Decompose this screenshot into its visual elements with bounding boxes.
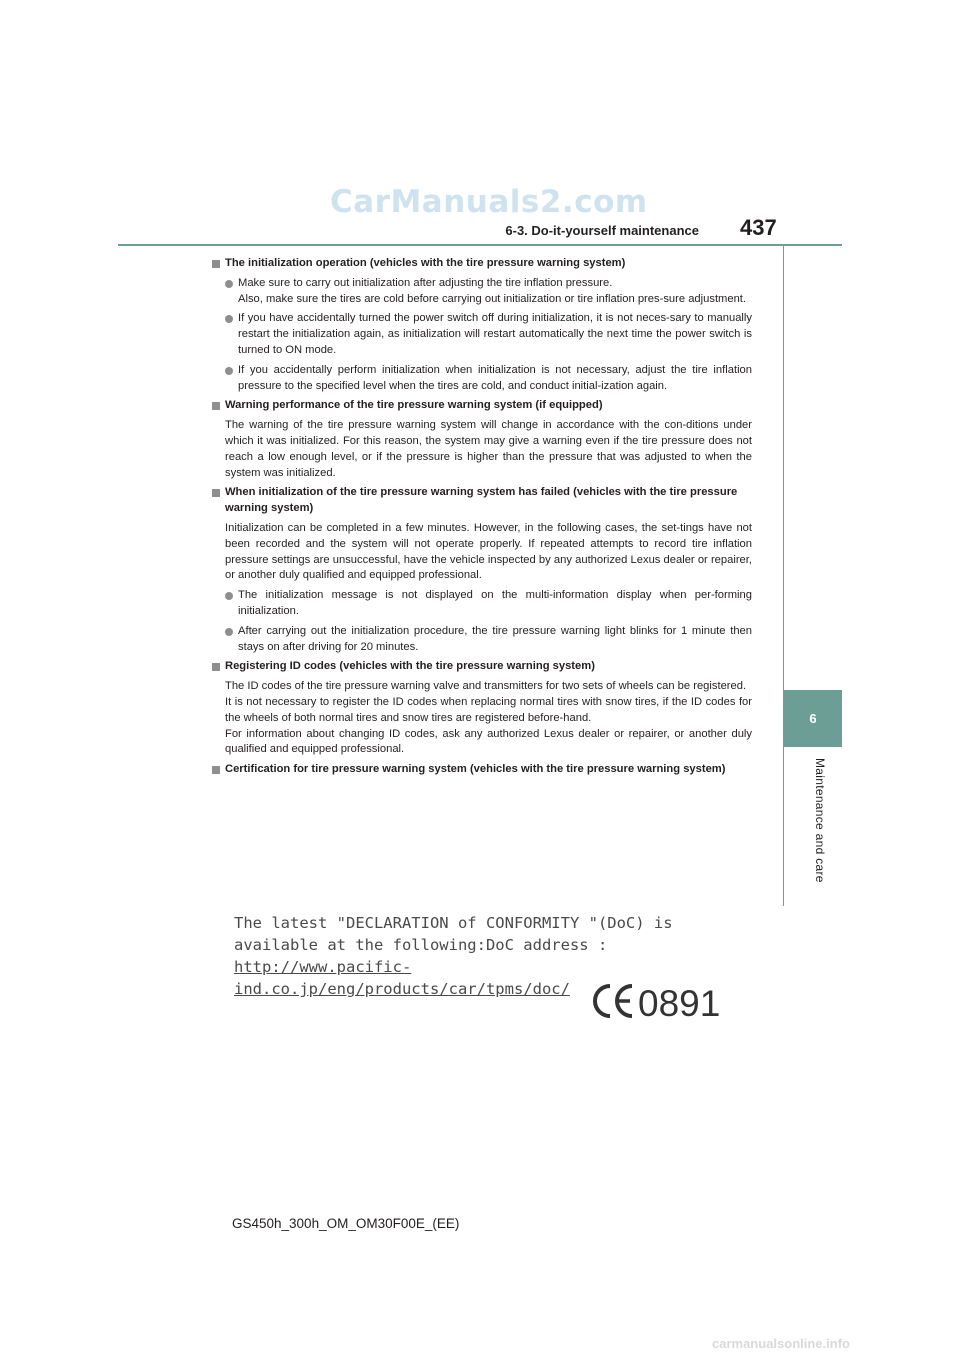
paragraph-line: It is not necessary to register the ID codes when replacing normal tires with snow tires, if the ID codes for the wheels of both normal tires and snow tires are registered before-hand. [225, 695, 752, 724]
list-item [225, 624, 752, 656]
side-divider [783, 246, 784, 906]
list-item-text: If you have accidentally turned the power switch off during initialization, it is not neces-sary to manually restart the initialization again, as initialization will restart automatically the next time the power switch is turned to ON mode. [238, 312, 752, 356]
list-item [225, 311, 752, 358]
list-item [225, 363, 752, 395]
ce-number: 0891 [638, 983, 721, 1022]
round-bullet-icon [225, 628, 233, 636]
paragraph [225, 679, 752, 758]
square-bullet-icon [212, 663, 220, 671]
section-heading-text: Registering ID codes (vehicles with the tire pressure warning system) [225, 660, 595, 673]
chapter-tab [784, 690, 842, 747]
section-heading-text: When initialization of the tire pressure warning system has failed (vehicles with the tire pressure warning system) [225, 486, 738, 515]
paragraph-line: The ID codes of the tire pressure warning valve and transmitters for two sets of wheels can be registered. [225, 680, 747, 693]
round-bullet-icon [225, 592, 233, 600]
header-section-title: 6-3. Do-it-yourself maintenance [505, 223, 699, 238]
watermark-site-bottom: carmanualsonline.info [712, 1336, 850, 1351]
declaration-line-1: The latest "DECLARATION of CONFORMITY "(DoC) is [234, 914, 673, 932]
header-rule [118, 244, 842, 246]
list-item-text: Also, make sure the tires are cold before carrying out initialization or tire inflation pres-sure adjustment. [238, 292, 747, 305]
ce-mark-icon [588, 980, 728, 1022]
section-heading [211, 762, 752, 778]
section-heading-text: Warning performance of the tire pressure warning system (if equipped) [225, 399, 603, 412]
list-item-text: After carrying out the initialization procedure, the tire pressure warning light blinks for 1 minute then stays on after driving for 20 minutes. [238, 624, 752, 653]
list-item [225, 276, 752, 308]
section-heading [211, 398, 752, 414]
square-bullet-icon [212, 402, 220, 410]
declaration-line-2: available at the following:DoC address : [234, 936, 608, 954]
square-bullet-icon [212, 260, 220, 268]
manual-content [211, 256, 752, 782]
page-number: 437 [740, 215, 777, 240]
list-item-text: The initialization message is not displayed on the multi-information display when per-forming initialization. [238, 589, 752, 617]
chapter-title: Maintenance and care [813, 758, 827, 883]
declaration-url-link[interactable]: http://www.pacific-ind.co.jp/eng/products/car/tpms/doc/ [234, 958, 570, 998]
paragraph-line: For information about changing ID codes, ask any authorized Lexus dealer or repairer, or another duly qualified and equipped professional. [225, 727, 752, 756]
list-item-text: Make sure to carry out initialization after adjusting the tire inflation pressure. [238, 276, 613, 289]
paragraph: The warning of the tire pressure warning system will change in accordance with the con-ditions under which it was initialized. For this reason, the system may give a warning even if the tire pressure does not reach a low enough level, or if the pressure is higher than the pressure that was adjusted to when the system was initialized. [225, 419, 752, 479]
list-item [225, 588, 752, 620]
section-heading-text: The initialization operation (vehicles with the tire pressure warning system) [225, 257, 626, 269]
section-heading-text: Certification for tire pressure warning system (vehicles with the tire pressure warning system) [225, 763, 726, 776]
square-bullet-icon [212, 766, 220, 774]
round-bullet-icon [225, 315, 233, 323]
section-heading [211, 256, 752, 272]
chapter-number: 6 [809, 711, 817, 726]
round-bullet-icon [225, 367, 233, 375]
round-bullet-icon [225, 280, 233, 288]
watermark-logo-top: CarManuals2.com [330, 184, 648, 220]
footer-manual-code: GS450h_300h_OM_OM30F00E_(EE) [232, 1216, 460, 1231]
section-heading [211, 485, 752, 517]
square-bullet-icon [212, 489, 220, 497]
section-heading [211, 659, 752, 675]
list-item-text: If you accidentally perform initialization when initialization is not necessary, adjust the tire inflation pressure to the specified level when the tires are cold, and conduct initial-ization again. [238, 363, 752, 392]
paragraph: Initialization can be completed in a few minutes. However, in the following cases, the set-tings have not been recorded and the system will not operate properly. If repeated attempts to record tire inflation pressure settings are unsuccessful, have the vehicle inspected by any authorized Lexus dealer or repairer, or another duly qualified and equipped professional. [225, 521, 752, 582]
